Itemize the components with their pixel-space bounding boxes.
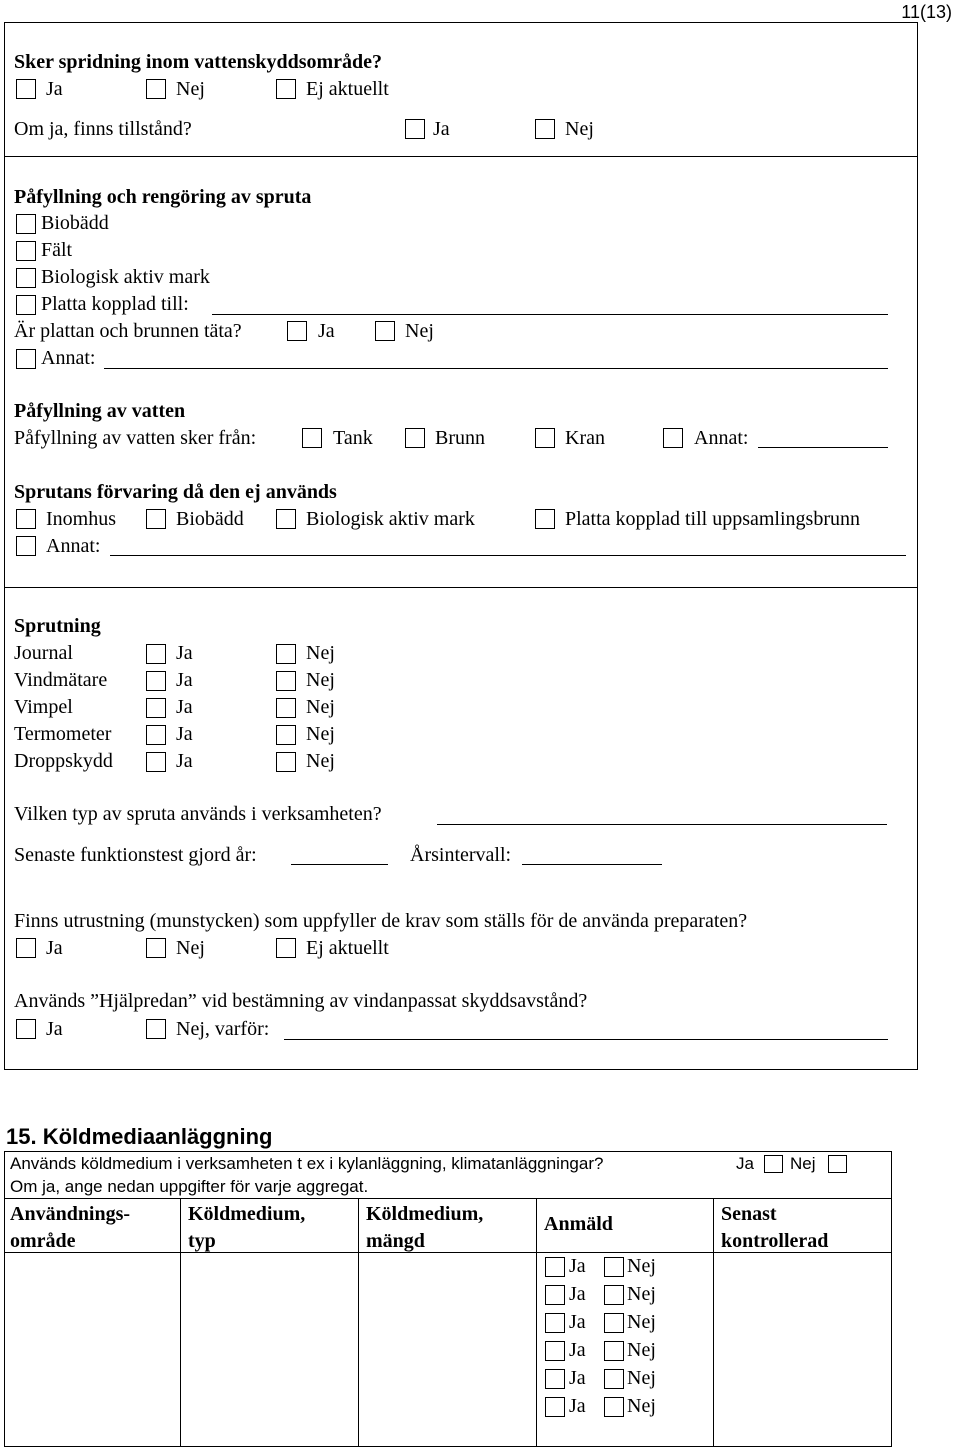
header-line: mängd (366, 1230, 425, 1252)
droppskydd-label: Droppskydd (14, 750, 113, 772)
anmald-ja-label: Ja (569, 1395, 586, 1417)
pafyllning-vatten-heading: Påfyllning av vatten (14, 400, 186, 422)
rengoring-annat-field[interactable] (104, 368, 888, 369)
spridning-nej-label: Nej (176, 78, 205, 100)
checkbox-spridning-nej[interactable] (146, 79, 166, 99)
interval-field[interactable] (522, 864, 662, 865)
checkbox-vimpel-nej[interactable] (276, 698, 296, 718)
inomhus-label: Inomhus (46, 508, 116, 530)
journal-label: Journal (14, 642, 73, 664)
termometer-nej-label: Nej (306, 723, 335, 745)
falt-label: Fält (41, 239, 73, 261)
tillstand-question: Om ja, finns tillstånd? (14, 118, 192, 140)
header-line: område (10, 1230, 76, 1252)
checkbox-anmald-nej-1[interactable] (604, 1257, 624, 1277)
platta-kopplad-field[interactable] (212, 314, 888, 315)
checkbox-equipment-ej-aktuellt[interactable] (276, 938, 296, 958)
checkbox-droppskydd-nej[interactable] (276, 752, 296, 772)
anmald-ja-label: Ja (569, 1283, 586, 1305)
droppskydd-nej-label: Nej (306, 750, 335, 772)
hjalpredan-nej-label: Nej, varför: (176, 1018, 270, 1040)
biobadd-label: Biobädd (41, 212, 109, 234)
checkbox-anmald-ja-4[interactable] (545, 1341, 565, 1361)
section15-title: 15. Köldmediaanläggning (6, 1124, 273, 1149)
checkbox-forvaring-biologisk[interactable] (276, 509, 296, 529)
checkbox-koldmedium-nej[interactable] (828, 1155, 847, 1173)
page-number: 11(13) (901, 2, 952, 22)
tight-nej-label: Nej (405, 320, 434, 342)
checkbox-forvaring-annat[interactable] (16, 536, 36, 556)
divider (536, 1198, 537, 1447)
koldmedium-nej-label: Nej (790, 1154, 816, 1173)
vimpel-ja-label: Ja (176, 696, 193, 718)
spridning-ja-label: Ja (46, 78, 63, 100)
hjalpredan-ja-label: Ja (46, 1018, 63, 1040)
checkbox-vindmatare-nej[interactable] (276, 671, 296, 691)
header-line: kontrollerad (721, 1230, 829, 1252)
header-line: Användnings- (10, 1203, 131, 1225)
interval-label: Årsintervall: (410, 844, 512, 866)
forvaring-annat-label: Annat: (46, 535, 101, 557)
anmald-nej-label: Nej (627, 1311, 656, 1333)
checkbox-tight-ja[interactable] (287, 321, 307, 341)
vatten-annat-field[interactable] (758, 447, 888, 448)
checkbox-forvaring-biobadd[interactable] (146, 509, 166, 529)
checkbox-equipment-nej[interactable] (146, 938, 166, 958)
termometer-label: Termometer (14, 723, 112, 745)
anmald-nej-label: Nej (627, 1395, 656, 1417)
equipment-nej-label: Nej (176, 937, 205, 959)
checkbox-vimpel-ja[interactable] (146, 698, 166, 718)
checkbox-forvaring-platta[interactable] (535, 509, 555, 529)
koldmedium-question: Används köldmedium i verksamheten t ex i kylanläggning, klimatanläggningar? (10, 1154, 604, 1173)
checkbox-tillstand-nej[interactable] (535, 119, 555, 139)
journal-nej-label: Nej (306, 642, 335, 664)
checkbox-koldmedium-ja[interactable] (764, 1155, 783, 1173)
header-line: Köldmedium, (366, 1203, 484, 1225)
checkbox-journal-nej[interactable] (276, 644, 296, 664)
checkbox-tight-nej[interactable] (375, 321, 395, 341)
forvaring-heading: Sprutans förvaring då den ej används (14, 481, 337, 503)
equipment-ej-aktuellt-label: Ej aktuellt (306, 937, 389, 959)
checkbox-rengoring-annat[interactable] (16, 349, 36, 369)
sprayer-type-field[interactable] (437, 824, 887, 825)
checkbox-termometer-nej[interactable] (276, 725, 296, 745)
header-koldmedium-typ (188, 1201, 305, 1255)
checkbox-anmald-ja-2[interactable] (545, 1285, 565, 1305)
spridning-question: Sker spridning inom vattenskyddsområde? (14, 51, 383, 73)
tillstand-ja-label: Ja (433, 118, 450, 140)
forvaring-platta-label: Platta kopplad till uppsamlingsbrunn (565, 508, 860, 530)
anmald-ja-label: Ja (569, 1367, 586, 1389)
pafyllning-rengoring-heading: Påfyllning och rengöring av spruta (14, 186, 312, 208)
forvaring-annat-field[interactable] (110, 555, 906, 556)
koldmedium-instruction: Om ja, ange nedan uppgifter för varje aggregat. (10, 1177, 369, 1196)
spridning-ej-aktuellt-label: Ej aktuellt (306, 78, 389, 100)
checkbox-spridning-ej-aktuellt[interactable] (276, 79, 296, 99)
divider (4, 1198, 892, 1199)
checkbox-kran[interactable] (535, 428, 555, 448)
anmald-ja-label: Ja (569, 1339, 586, 1361)
function-test-label: Senaste funktionstest gjord år: (14, 844, 257, 866)
checkbox-hjalpredan-ja[interactable] (16, 1019, 36, 1039)
sprayer-type-question: Vilken typ av spruta används i verksamheten? (14, 803, 382, 825)
forvaring-biobadd-label: Biobädd (176, 508, 244, 530)
checkbox-anmald-ja-1[interactable] (545, 1257, 565, 1277)
termometer-ja-label: Ja (176, 723, 193, 745)
tight-question: Är plattan och brunnen täta? (14, 320, 242, 342)
koldmedium-ja-label: Ja (736, 1154, 754, 1173)
checkbox-hjalpredan-nej[interactable] (146, 1019, 166, 1039)
biologisk-aktiv-mark-label: Biologisk aktiv mark (41, 266, 210, 288)
header-anvandningsomrade (10, 1201, 130, 1255)
journal-ja-label: Ja (176, 642, 193, 664)
checkbox-biologisk-aktiv-mark[interactable] (16, 268, 36, 288)
checkbox-spridning-ja[interactable] (16, 79, 36, 99)
divider (358, 1198, 359, 1447)
header-line: typ (188, 1230, 216, 1252)
anmald-nej-label: Nej (627, 1339, 656, 1361)
vimpel-label: Vimpel (14, 696, 73, 718)
anmald-nej-label: Nej (627, 1283, 656, 1305)
checkbox-vatten-annat[interactable] (663, 428, 683, 448)
vimpel-nej-label: Nej (306, 696, 335, 718)
anmald-nej-label: Nej (627, 1367, 656, 1389)
tight-ja-label: Ja (318, 320, 335, 342)
checkbox-falt[interactable] (16, 241, 36, 261)
rengoring-annat-label: Annat: (41, 347, 96, 369)
tank-label: Tank (333, 427, 373, 449)
divider (713, 1198, 714, 1447)
checkbox-droppskydd-ja[interactable] (146, 752, 166, 772)
checkbox-anmald-nej-5[interactable] (604, 1369, 624, 1389)
checkbox-tillstand-ja[interactable] (405, 119, 425, 139)
hjalpredan-varfor-field[interactable] (284, 1039, 888, 1040)
equipment-question: Finns utrustning (munstycken) som uppfyller de krav som ställs för de använda preparaten? (14, 910, 748, 932)
kran-label: Kran (565, 427, 605, 449)
tillstand-nej-label: Nej (565, 118, 594, 140)
checkbox-anmald-ja-6[interactable] (545, 1397, 565, 1417)
forvaring-biologisk-label: Biologisk aktiv mark (306, 508, 475, 530)
droppskydd-ja-label: Ja (176, 750, 193, 772)
checkbox-inomhus[interactable] (16, 509, 36, 529)
header-line: Senast (721, 1203, 777, 1225)
sprutning-heading: Sprutning (14, 615, 101, 637)
vindmatare-ja-label: Ja (176, 669, 193, 691)
function-test-field[interactable] (291, 864, 388, 865)
checkbox-anmald-ja-3[interactable] (545, 1313, 565, 1333)
checkbox-biobadd[interactable] (16, 214, 36, 234)
equipment-ja-label: Ja (46, 937, 63, 959)
hjalpredan-question: Används ”Hjälpredan” vid bestämning av vindanpassat skyddsavstånd? (14, 990, 588, 1012)
checkbox-anmald-nej-6[interactable] (604, 1397, 624, 1417)
anmald-ja-label: Ja (569, 1311, 586, 1333)
checkbox-anmald-ja-5[interactable] (545, 1369, 565, 1389)
checkbox-tank[interactable] (302, 428, 322, 448)
header-line: Köldmedium, (188, 1203, 306, 1225)
anmald-ja-label: Ja (569, 1255, 586, 1277)
header-anmald: Anmäld (544, 1213, 613, 1235)
vindmatare-label: Vindmätare (14, 669, 108, 691)
pafyllning-vatten-question: Påfyllning av vatten sker från: (14, 427, 257, 449)
anmald-nej-label: Nej (627, 1255, 656, 1277)
checkbox-platta-kopplad[interactable] (16, 295, 36, 315)
platta-kopplad-label: Platta kopplad till: (41, 293, 189, 315)
vatten-annat-label: Annat: (694, 427, 749, 449)
checkbox-termometer-ja[interactable] (146, 725, 166, 745)
checkbox-anmald-nej-3[interactable] (604, 1313, 624, 1333)
brunn-label: Brunn (435, 427, 485, 449)
divider (180, 1198, 181, 1447)
checkbox-equipment-ja[interactable] (16, 938, 36, 958)
checkbox-journal-ja[interactable] (146, 644, 166, 664)
checkbox-vindmatare-ja[interactable] (146, 671, 166, 691)
vindmatare-nej-label: Nej (306, 669, 335, 691)
header-koldmedium-mangd (366, 1201, 483, 1255)
header-senast-kontrollerad (721, 1201, 828, 1255)
checkbox-anmald-nej-2[interactable] (604, 1285, 624, 1305)
checkbox-anmald-nej-4[interactable] (604, 1341, 624, 1361)
divider (4, 156, 918, 157)
checkbox-brunn[interactable] (405, 428, 425, 448)
